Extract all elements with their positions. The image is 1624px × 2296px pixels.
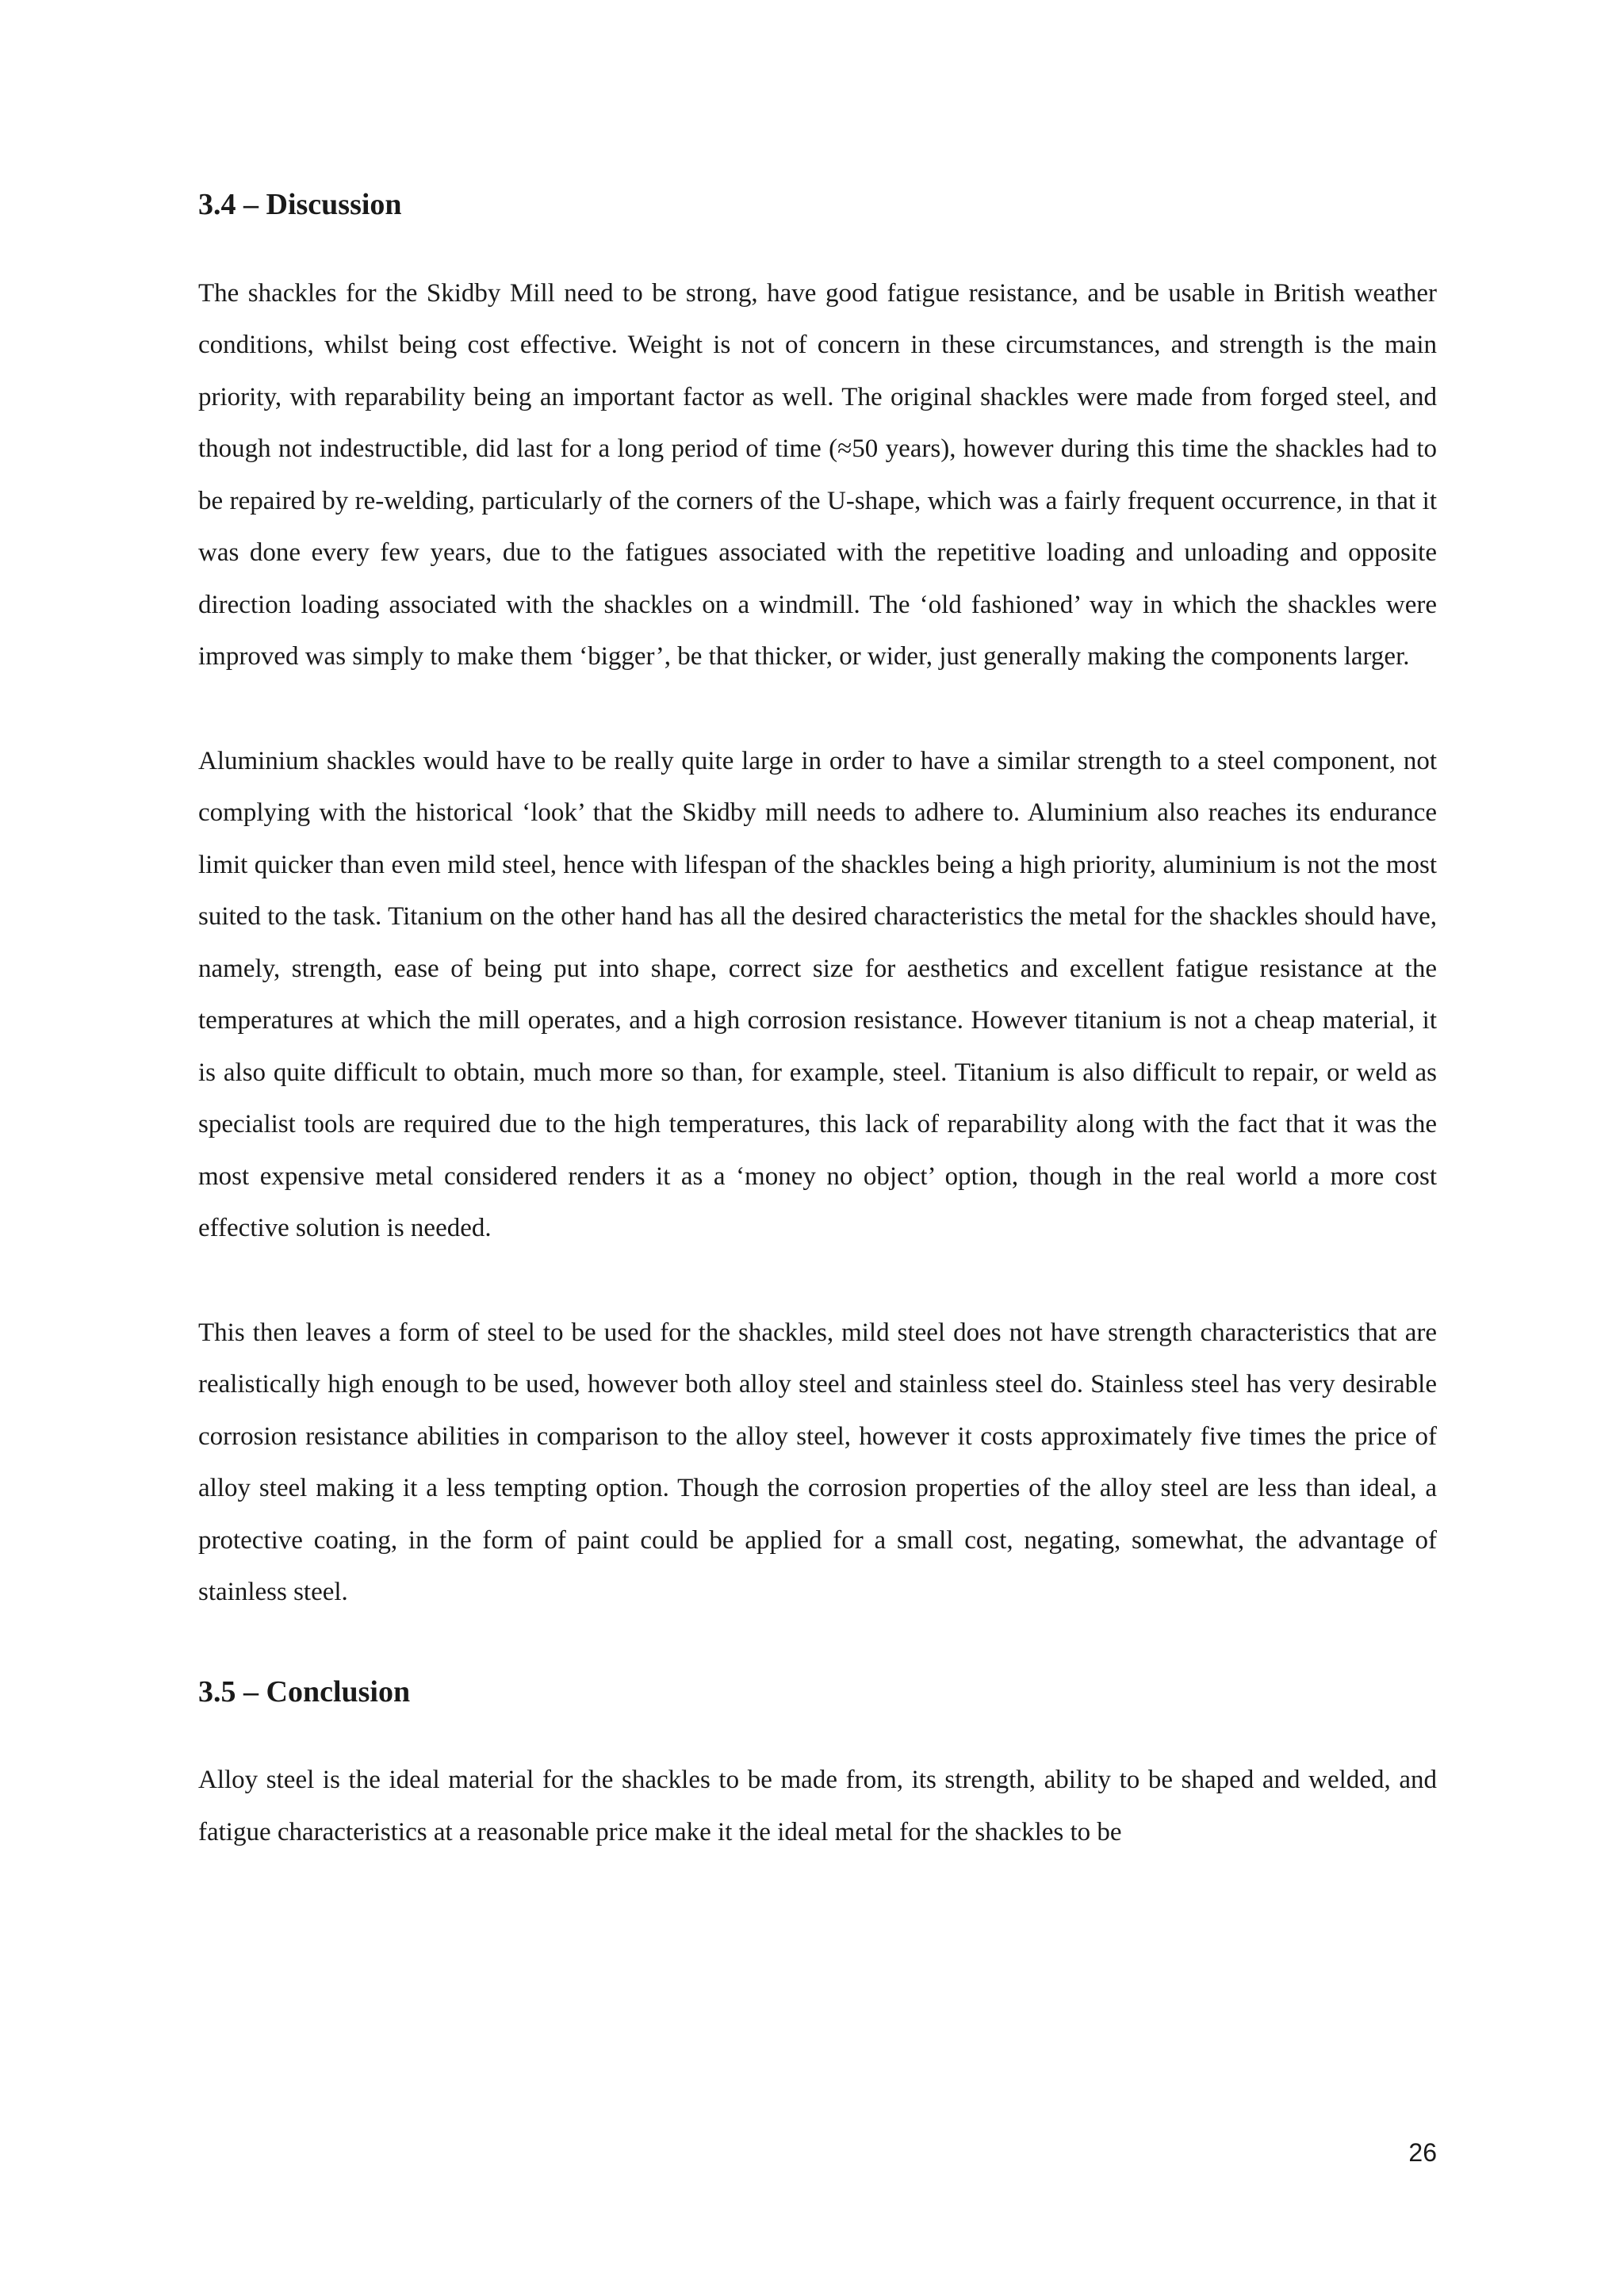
discussion-paragraph-3: This then leaves a form of steel to be used for the shackles, mild steel does not have strength characteristics that are realistically high enough to be used, however both alloy steel and stainless steel do. Stainless steel has very desirable corrosion resistance abilities in comparison to the alloy steel, however it costs approximately five times the price of alloy steel making it a less tempting option. Though the corrosion properties of the alloy steel are less than ideal, a protective coating, in the form of paint could be applied for a small cost, negating, somewhat, the advantage of stainless steel. bbox=[198, 1318, 1437, 1607]
page-body bbox=[198, 187, 1437, 1858]
page-number: 26 bbox=[1408, 2138, 1437, 2167]
discussion-paragraph-2: Aluminium shackles would have to be really quite large in order to have a similar strength to a steel component, not complying with the historical ‘look’ that the Skidby mill needs to adhere to. Aluminium also reaches its endurance limit quicker than even mild steel, hence with lifespan of the shackles being a high priority, aluminium is not the most suited to the task. Titanium on the other hand has all the desired characteristics the metal for the shackles should have, namely, strength, ease of being put into shape, correct size for aesthetics and excellent fatigue resistance at the temperatures at which the mill operates, and a high corrosion resistance. However titanium is not a cheap material, it is also quite difficult to obtain, much more so than, for example, steel. Titanium is also difficult to repair, or weld as specialist tools are required due to the high temperatures, this lack of reparability along with the fact that it was the most expensive metal considered renders it as a ‘money no object’ option, though in the real world a more cost effective solution is needed. bbox=[198, 746, 1437, 1243]
conclusion-paragraph-1: Alloy steel is the ideal material for the shackles to be made from, its strength, ability to be shaped and welded, and fatigue characteristics at a reasonable price make it the ideal metal for the shackles to be bbox=[198, 1766, 1437, 1846]
discussion-paragraph-1: The shackles for the Skidby Mill need to be strong, have good fatigue resistance, and be usable in British weather conditions, whilst being cost effective. Weight is not of concern in these circumstances, and strength is the main priority, with reparability being an important factor as well. The original shackles were made from forged steel, and though not indestructible, did last for a long period of time (≈50 years), however during this time the shackles had to be repaired by re-welding, particularly of the corners of the U-shape, which was a fairly frequent occurrence, in that it was done every few years, due to the fatigues associated with the repetitive loading and unloading and opposite direction loading associated with the shackles on a windmill. The ‘old fashioned’ way in which the shackles were improved was simply to make them ‘bigger’, be that thicker, or wider, just generally making the components larger. bbox=[198, 278, 1437, 672]
section-heading-conclusion: 3.5 – Conclusion bbox=[198, 1674, 411, 1709]
section-heading-discussion: 3.4 – Discussion bbox=[198, 188, 402, 221]
